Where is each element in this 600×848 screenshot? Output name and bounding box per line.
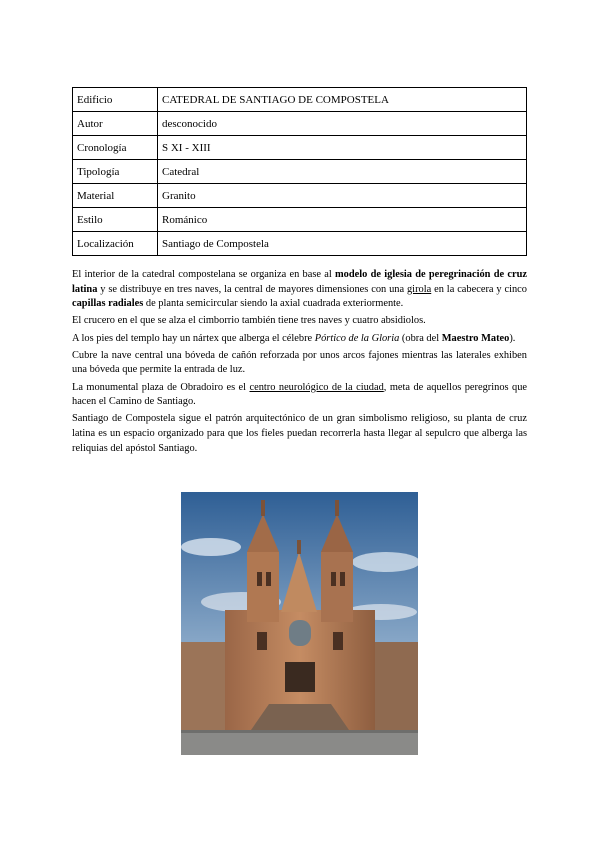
table-key: Autor <box>73 112 158 136</box>
table-row <box>73 184 527 208</box>
table-key: Localización <box>73 232 158 256</box>
table-key: Tipología <box>73 160 158 184</box>
text-run: La monumental plaza de Obradoiro es el <box>72 381 250 393</box>
paragraph-layout <box>72 268 527 312</box>
table-row <box>73 112 527 136</box>
table-value: Santiago de Compostela <box>158 232 527 256</box>
paragraph-narthex <box>72 332 527 347</box>
text-run: y se distribuye en tres naves, la central de mayores dimensiones con una <box>97 283 407 295</box>
text-run: ). <box>509 332 516 344</box>
cathedral-info-table <box>72 87 527 256</box>
table-key: Material <box>73 184 158 208</box>
table-row <box>73 232 527 256</box>
bold-term: capillas radiales <box>72 298 144 310</box>
table-value: Granito <box>158 184 527 208</box>
underlined-term: girola <box>406 283 432 295</box>
table-key: Edificio <box>73 88 158 112</box>
table-value: desconocido <box>158 112 527 136</box>
table-row <box>73 88 527 112</box>
text-run: (obra del <box>399 332 442 344</box>
text-run: , meta de aquellos peregrinos que hacen el Camino de Santiago. <box>72 381 528 408</box>
description-text <box>72 268 527 459</box>
text-run: en la cabecera y cinco <box>431 283 527 295</box>
paragraph-crossing: El crucero en el que se alza el cimborrio también tiene tres naves y cuatro absidiolos. <box>72 315 426 327</box>
table-value: Románico <box>158 208 527 232</box>
table-value: CATEDRAL DE SANTIAGO DE COMPOSTELA <box>158 88 527 112</box>
table-row <box>73 160 527 184</box>
underlined-term: centro neurológico de la ciudad <box>249 381 384 393</box>
paragraph-vaults: Cubre la nave central una bóveda de cañón reforzada por unos arcos fajones mientras las laterales exhiben una bóveda que permite la entrada de luz. <box>72 349 527 376</box>
table-value: Catedral <box>158 160 527 184</box>
paragraph-plaza <box>72 381 527 410</box>
table-row <box>73 208 527 232</box>
bold-term: Maestro Mateo <box>441 332 510 344</box>
table-value: S XI - XIII <box>158 136 527 160</box>
text-run: de planta semicircular siendo la axial cuadrada exteriormente. <box>143 298 404 310</box>
text-run: A los pies del templo hay un nártex que alberga el célebre <box>72 332 315 344</box>
table-key: Cronología <box>73 136 158 160</box>
cathedral-photo <box>181 492 418 755</box>
paragraph-symbolism: Santiago de Compostela sigue el patrón arquitectónico de un gran simbolismo religioso, su planta de cruz latina es un espacio organizado para que los fieles puedan recorrerla hasta llegar al sepulcro que alberga las reliquias del apóstol Santiago. <box>72 413 527 454</box>
text-run: El interior de la catedral compostelana se organiza en base al <box>72 269 336 280</box>
bold-term: modelo de iglesia de peregrinación de cruz latina <box>72 269 527 295</box>
italic-term: Pórtico de la Gloria <box>314 332 400 344</box>
table-row <box>73 136 527 160</box>
table-key: Estilo <box>73 208 158 232</box>
